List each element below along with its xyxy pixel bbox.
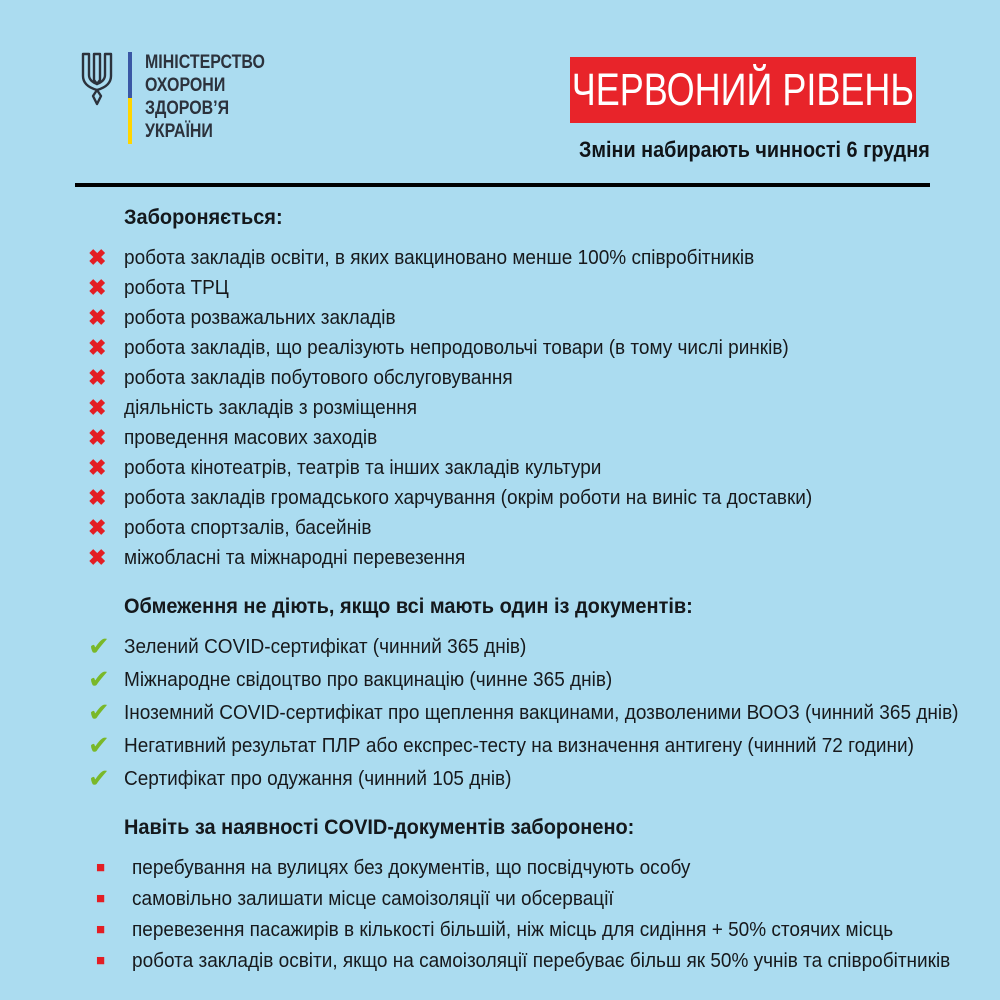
list-item bbox=[88, 485, 970, 510]
list-item-label: Зелений COVID-сертифікат (чинний 365 днів) bbox=[124, 636, 527, 658]
section-prohibited bbox=[88, 206, 970, 569]
content bbox=[88, 206, 970, 998]
ministry-name-line: ЗДОРОВ’Я bbox=[145, 98, 230, 119]
section-heading-exemptions: Обмеження не діють, якщо всі мають один із документів: bbox=[124, 595, 693, 618]
square-bullet-icon: ■ bbox=[96, 921, 106, 938]
exemptions-list bbox=[88, 631, 970, 793]
divider-line bbox=[75, 183, 930, 187]
list-item bbox=[88, 305, 970, 330]
list-item-label: робота закладів громадського харчування (окрім роботи на виніс та доставки) bbox=[124, 487, 813, 509]
list-item bbox=[88, 858, 970, 879]
list-item-label: робота ТРЦ bbox=[124, 277, 229, 299]
list-item bbox=[88, 275, 970, 300]
list-item bbox=[88, 515, 970, 540]
list-item-label: Міжнародне свідоцтво про вакцинацію (чинне 365 днів) bbox=[124, 669, 613, 691]
square-bullet-icon: ■ bbox=[96, 952, 106, 969]
list-item bbox=[88, 395, 970, 420]
ministry-name-line: ОХОРОНИ bbox=[145, 75, 226, 96]
effective-date-note: Зміни набирають чинності 6 грудня bbox=[579, 137, 930, 162]
list-item-label: робота закладів освіти, в яких вакциновано менше 100% співробітників bbox=[124, 247, 755, 269]
square-bullet-icon: ■ bbox=[96, 859, 106, 876]
list-item-label: робота закладів, що реалізують непродовольчі товари (в тому числі ринків) bbox=[124, 337, 789, 359]
list-item-label: Іноземний COVID-сертифікат про щеплення вакцинами, дозволеними ВООЗ (чинний 365 днів) bbox=[124, 702, 959, 724]
list-item bbox=[88, 889, 970, 910]
ministry-logo bbox=[74, 50, 288, 144]
banner-label: ЧЕРВОНИЙ РІВЕНЬ bbox=[571, 64, 915, 115]
list-item bbox=[88, 920, 970, 941]
x-mark-icon: ✖ bbox=[88, 335, 107, 360]
list-item bbox=[88, 245, 970, 270]
list-item-label: робота закладів освіти, якщо на самоізоляції перебуває більш як 50% учнів та співробітників bbox=[132, 950, 951, 972]
check-mark-icon: ✔ bbox=[88, 664, 110, 694]
x-mark-icon: ✖ bbox=[88, 305, 107, 330]
check-mark-icon: ✔ bbox=[88, 730, 110, 760]
list-item-label: перевезення пасажирів в кількості більшій, ніж місць для сидіння + 50% стоячих місць bbox=[132, 919, 894, 941]
list-item bbox=[88, 763, 970, 793]
flag-bar bbox=[128, 52, 132, 144]
list-item bbox=[88, 455, 970, 480]
x-mark-icon: ✖ bbox=[88, 425, 107, 450]
check-mark-icon: ✔ bbox=[88, 631, 110, 661]
list-item bbox=[88, 335, 970, 360]
list-item-label: перебування на вулицях без документів, що посвідчують особу bbox=[132, 857, 691, 879]
always-prohibited-list bbox=[88, 858, 970, 972]
list-item-label: міжобласні та міжнародні перевезення bbox=[124, 547, 466, 569]
x-mark-icon: ✖ bbox=[88, 365, 107, 390]
list-item bbox=[88, 730, 970, 760]
list-item bbox=[88, 425, 970, 450]
section-always-prohibited bbox=[88, 816, 970, 972]
list-item-label: самовільно залишати місце самоізоляції чи обсервації bbox=[132, 888, 614, 910]
section-heading-prohibited: Забороняється: bbox=[124, 206, 283, 229]
section-exemptions bbox=[88, 595, 970, 793]
list-item bbox=[88, 365, 970, 390]
x-mark-icon: ✖ bbox=[88, 245, 107, 270]
list-item bbox=[88, 545, 970, 570]
list-item bbox=[88, 631, 970, 661]
check-mark-icon: ✔ bbox=[88, 763, 110, 793]
prohibited-list bbox=[88, 245, 970, 570]
list-item bbox=[88, 951, 970, 972]
list-item bbox=[88, 664, 970, 694]
x-mark-icon: ✖ bbox=[88, 485, 107, 510]
list-item-label: Негативний результат ПЛР або експрес-тесту на визначення антигену (чинний 72 години) bbox=[124, 735, 914, 757]
list-item bbox=[88, 697, 970, 727]
x-mark-icon: ✖ bbox=[88, 455, 107, 480]
x-mark-icon: ✖ bbox=[88, 545, 107, 570]
list-item-label: робота розважальних закладів bbox=[124, 307, 396, 329]
square-bullet-icon: ■ bbox=[96, 890, 106, 907]
list-item-label: проведення масових заходів bbox=[124, 427, 378, 449]
ministry-name-line: УКРАЇНИ bbox=[145, 121, 213, 142]
red-level-banner bbox=[570, 57, 916, 123]
x-mark-icon: ✖ bbox=[88, 515, 107, 540]
section-heading-always-prohibited: Навіть за наявності COVID-документів заборонено: bbox=[124, 816, 635, 839]
list-item-label: робота кінотеатрів, театрів та інших закладів культури bbox=[124, 457, 602, 479]
ministry-name bbox=[145, 51, 265, 143]
list-item-label: робота спортзалів, басейнів bbox=[124, 517, 372, 539]
check-mark-icon: ✔ bbox=[88, 697, 110, 727]
list-item-label: робота закладів побутового обслуговування bbox=[124, 367, 513, 389]
x-mark-icon: ✖ bbox=[88, 395, 107, 420]
trident-icon bbox=[74, 50, 120, 108]
x-mark-icon: ✖ bbox=[88, 275, 107, 300]
list-item-label: діяльність закладів з розміщення bbox=[124, 397, 417, 419]
list-item-label: Сертифікат про одужання (чинний 105 днів) bbox=[124, 768, 512, 790]
ministry-name-line: МІНІСТЕРСТВО bbox=[145, 52, 265, 73]
